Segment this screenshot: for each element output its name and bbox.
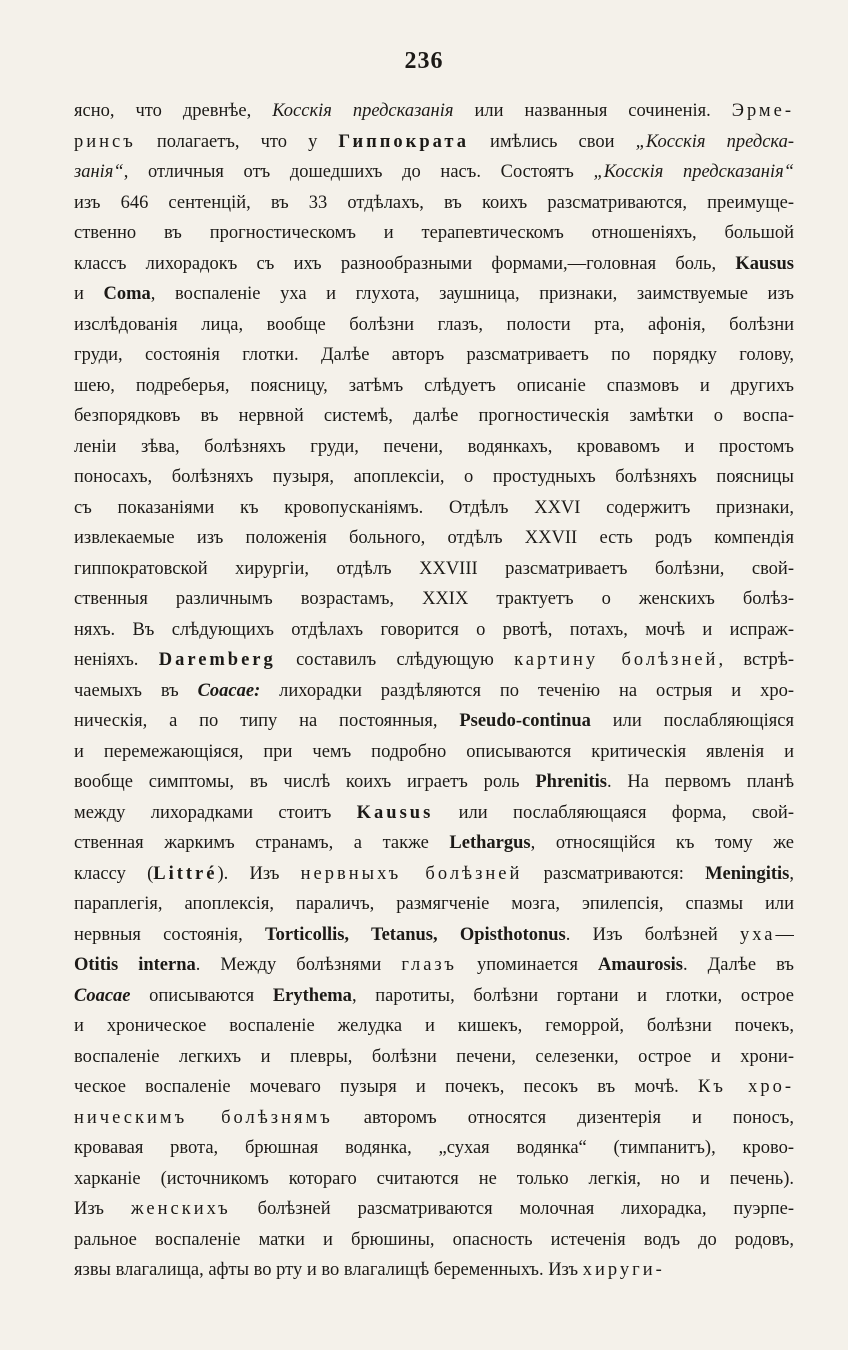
body-text (74, 96, 794, 1286)
text-segment: ническія, а по типу на постоянныя, (74, 711, 460, 731)
text-segment: ясно, что древнѣе, (74, 101, 273, 121)
text-segment: съ показаніями къ кровопусканіямъ. Отдѣлъ XXVI содержитъ признаки, (74, 497, 794, 518)
text-segment: , относящійся къ тому же (530, 833, 794, 853)
text-line (74, 615, 794, 646)
text-line (74, 432, 794, 463)
text-line (74, 340, 794, 371)
text-segment: или послабляющаяся форма, свой- (433, 802, 794, 823)
text-segment: . На первомъ планѣ (606, 772, 794, 792)
text-segment: ческое воспаленіе мочеваго пузыря и почекъ, песокъ въ мочѣ. (74, 1077, 698, 1097)
text-segment: Изъ (74, 1199, 131, 1219)
text-line (74, 127, 794, 158)
text-line (74, 859, 794, 890)
text-segment: ринсъ (74, 131, 136, 152)
text-segment: — (775, 924, 794, 945)
text-line (74, 1255, 794, 1286)
text-segment: леніи зѣва, болѣзняхъ груди, печени, водянкахъ, кровавомъ и простомъ (74, 436, 794, 457)
text-segment: , встрѣ- (718, 650, 794, 670)
text-line (74, 1103, 794, 1134)
text-segment: между лихорадками стоитъ (74, 802, 357, 823)
text-line (74, 950, 794, 981)
text-line (74, 981, 794, 1012)
text-segment: воспаленіе легкихъ и плевры, болѣзни печени, селезенки, острое и хрони- (74, 1046, 794, 1067)
text-segment: Эрме- (731, 101, 794, 121)
text-segment: язвы влагалища, афты во рту и во влагалищѣ беременныхъ. Изъ (74, 1260, 583, 1280)
text-segment: . Изъ болѣзней (565, 924, 741, 945)
text-segment: „Косскія предсказанія“ (593, 162, 794, 182)
text-segment: Phrenitis (535, 772, 607, 792)
text-segment: груди, состоянія глотки. Далѣе авторъ разсматриваетъ по порядку голову, (74, 345, 794, 365)
text-line (74, 371, 794, 402)
text-segment: Косскія предсказанія (272, 101, 454, 121)
text-segment: и хроническое воспаленіе желудка и кишекъ, геморрой, болѣзни почекъ, (74, 1016, 794, 1036)
text-segment: Coma (103, 284, 151, 304)
text-segment: и (74, 284, 104, 304)
text-line (74, 401, 794, 432)
text-segment: неніяхъ. (74, 650, 159, 670)
text-segment: Erythema (272, 985, 352, 1006)
text-segment: классъ лихорадокъ съ ихъ разнообразными формами,—головная боль, (74, 253, 736, 274)
text-segment: извлекаемые изъ положенія больного, отдѣлъ XXVII есть родъ компендія (74, 528, 794, 548)
text-segment: ническимъ болѣзнямъ (74, 1107, 333, 1128)
text-segment: , отличныя отъ дошедшихъ до насъ. Состоятъ (123, 162, 594, 182)
text-segment: „Косскія предска- (635, 131, 794, 152)
text-segment: Lethargus (449, 833, 531, 853)
text-segment: хируги- (582, 1260, 665, 1280)
text-segment: . Далѣе въ (683, 955, 794, 975)
text-segment: Гиппократа (338, 131, 469, 152)
text-line (74, 279, 794, 310)
text-segment: безпорядковъ въ нервной системѣ, далѣе прогностическія замѣтки о воспа- (74, 406, 794, 426)
text-segment: глазъ (401, 955, 457, 975)
text-segment: Littré (153, 863, 218, 884)
text-line (74, 828, 794, 859)
text-segment: Coacae (74, 985, 131, 1006)
text-line (74, 1164, 794, 1195)
text-segment: , воспаленіе уха и глухота, заушница, признаки, заимствуемые изъ (150, 284, 794, 304)
text-segment: поносахъ, болѣзняхъ пузыря, апоплексіи, о простудныхъ болѣзняхъ поясницы (74, 467, 794, 487)
text-segment: ственныя различнымъ возрастамъ, XXIX трактуетъ о женскихъ болѣз- (74, 589, 794, 609)
text-line (74, 1011, 794, 1042)
text-line (74, 1072, 794, 1103)
text-segment: изслѣдованія лица, вообще болѣзни глазъ, полости рта, афонія, болѣзни (74, 314, 794, 335)
text-segment: кровавая рвота, брюшная водянка, „сухая водянка“ (тимпанитъ), крово- (74, 1138, 794, 1158)
text-segment: Kausus (356, 802, 434, 823)
text-segment: полагаетъ, что у (135, 131, 339, 152)
text-segment: изъ 646 сентенцій, въ 33 отдѣлахъ, въ коихъ разсматриваются, преимуще- (74, 192, 794, 213)
text-segment: составилъ слѣдующую (275, 650, 515, 670)
text-line (74, 188, 794, 219)
text-segment: разсматриваются: (522, 863, 706, 884)
text-segment: вообще симптомы, въ числѣ коихъ играетъ роль (74, 772, 536, 792)
text-segment: няхъ. Въ слѣдующихъ отдѣлахъ говорится о рвотѣ, потахъ, мочѣ и испраж- (74, 619, 794, 640)
text-segment: Къ хро- (697, 1077, 794, 1097)
text-line (74, 767, 794, 798)
text-segment: уха (740, 924, 776, 945)
text-segment: ). Изъ (217, 863, 301, 884)
text-segment: Pseudo-continua (459, 711, 591, 731)
text-line (74, 523, 794, 554)
text-segment: параплегія, апоплексія, параличъ, размягченіе мозга, эпилепсія, спазмы или (74, 894, 794, 914)
text-segment: Torticollis, Tetanus, Opisthotonus (264, 924, 566, 945)
text-segment: , (789, 863, 794, 884)
text-segment: шею, подреберья, поясницу, затѣмъ слѣдуетъ описаніе спазмовъ и другихъ (74, 375, 794, 396)
text-segment: или послабляющіяся (590, 711, 794, 731)
text-segment: Kausus (735, 253, 794, 274)
text-segment: гиппократовской хирургіи, отдѣлъ XXVIII разсматриваетъ болѣзни, свой- (74, 558, 794, 579)
text-line (74, 249, 794, 280)
text-segment: картину болѣзней (514, 650, 719, 670)
text-line (74, 1133, 794, 1164)
text-line (74, 157, 794, 188)
text-line (74, 218, 794, 249)
text-segment: харканіе (источникомъ котораго считаются не только легкія, но и печень). (74, 1168, 794, 1189)
text-segment: чаемыхъ въ (74, 680, 198, 701)
text-segment: ственная жаркимъ странамъ, а также (74, 833, 450, 853)
text-line (74, 1225, 794, 1256)
text-line (74, 96, 794, 127)
text-line (74, 584, 794, 615)
text-segment: Coacae: (197, 680, 261, 701)
text-line (74, 798, 794, 829)
text-segment: авторомъ относятся дизентерія и поносъ, (332, 1107, 794, 1128)
text-segment: лихорадки раздѣляются по теченію на острыя и хро- (260, 680, 794, 701)
text-segment: нервныхъ болѣзней (300, 863, 523, 884)
text-line (74, 706, 794, 737)
text-segment: занія“ (74, 162, 124, 182)
text-segment: и перемежающіяся, при чемъ подробно описываются критическія явленія и (74, 741, 794, 762)
text-segment: Daremberg (158, 650, 276, 670)
text-segment: классу ( (74, 863, 154, 884)
text-line (74, 920, 794, 951)
text-line (74, 645, 794, 676)
text-line (74, 554, 794, 585)
text-segment: имѣлись свои (468, 131, 636, 152)
text-segment: Meningitis (705, 863, 790, 884)
text-line (74, 889, 794, 920)
text-segment: Otitis interna (74, 955, 196, 975)
text-line (74, 493, 794, 524)
text-segment: Amaurosis (598, 955, 684, 975)
text-segment: ральное воспаленіе матки и брюшины, опасность истеченія водъ до родовъ, (74, 1229, 794, 1250)
text-segment: или названныя сочиненія. (453, 101, 732, 121)
text-segment: ственно въ прогностическомъ и терапевтическомъ отношеніяхъ, большой (74, 223, 794, 243)
text-segment: , паротиты, болѣзни гортани и глотки, острое (351, 985, 794, 1006)
text-segment: упоминается (456, 955, 599, 975)
text-line (74, 310, 794, 341)
text-segment: женскихъ (130, 1199, 231, 1219)
text-line (74, 737, 794, 768)
text-line (74, 676, 794, 707)
text-line (74, 1194, 794, 1225)
text-segment: болѣзней разсматриваются молочная лихорадка, пуэрпе- (230, 1199, 794, 1219)
page-number: 236 (404, 48, 444, 74)
text-segment: . Между болѣзнями (195, 955, 402, 975)
text-line (74, 1042, 794, 1073)
text-segment: нервныя состоянія, (74, 924, 265, 945)
text-line (74, 462, 794, 493)
text-segment: описываются (130, 985, 273, 1006)
